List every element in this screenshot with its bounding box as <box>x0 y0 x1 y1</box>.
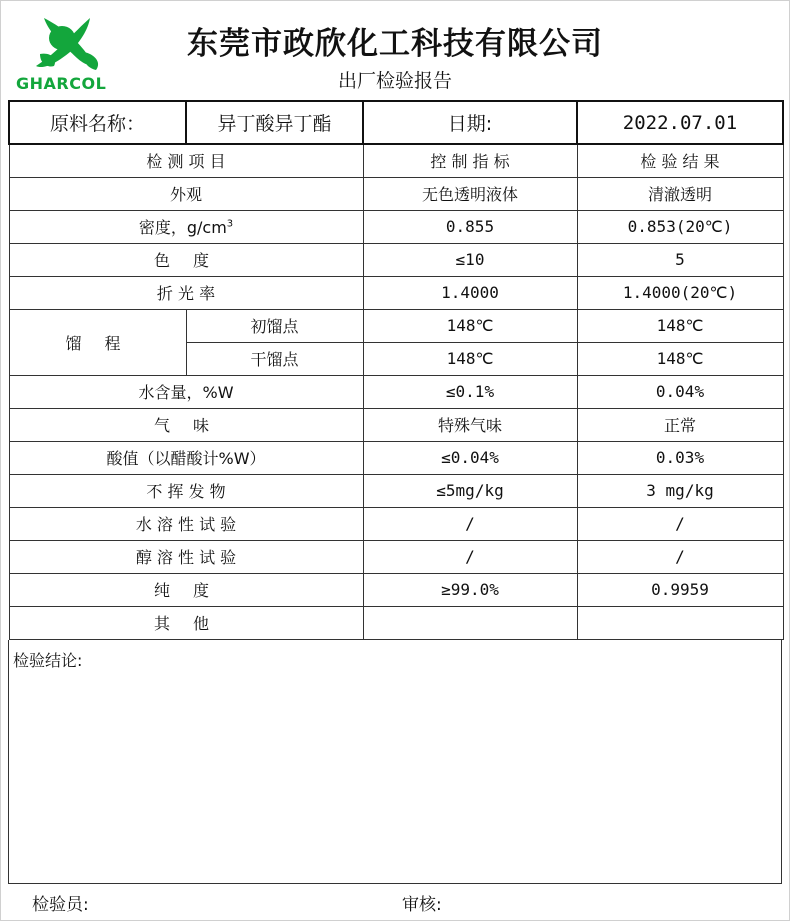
reviewer-label: 审核: <box>402 895 442 915</box>
row-subitem: 干馏点 <box>186 342 363 375</box>
row-spec: ≤10 <box>363 243 577 276</box>
inspector-label: 检验员: <box>32 895 89 915</box>
row-spec: 148℃ <box>363 342 577 375</box>
conclusion-label: 检验结论: <box>13 651 83 670</box>
row-spec: ≤5mg/kg <box>363 474 577 507</box>
company-name: 东莞市政欣化工科技有限公司 <box>187 26 603 62</box>
row-spec: / <box>363 540 577 573</box>
row-result: 148℃ <box>577 309 783 342</box>
distillation-label: 馏 程 <box>9 309 186 375</box>
report-title: 出厂检验报告 <box>337 70 452 92</box>
table-row <box>9 177 783 210</box>
row-result: 0.853(20℃) <box>577 210 783 243</box>
row-item: 酸值（以醋酸计%W） <box>9 441 363 474</box>
row-spec: ≤0.04% <box>363 441 577 474</box>
row-item: 不 挥 发 物 <box>9 474 363 507</box>
row-spec: / <box>363 507 577 540</box>
row-result: 3 mg/kg <box>577 474 783 507</box>
table-row <box>9 573 783 606</box>
row-item: 折 光 率 <box>9 276 363 309</box>
row-item <box>9 210 363 243</box>
table-row <box>9 408 783 441</box>
row-item: 气 味 <box>9 408 363 441</box>
row-result: / <box>577 507 783 540</box>
table-row <box>9 210 783 243</box>
row-result: / <box>577 540 783 573</box>
table-row <box>9 507 783 540</box>
table-row <box>9 540 783 573</box>
row-spec <box>363 606 577 639</box>
date-value: 2022.07.01 <box>577 101 783 144</box>
table-row <box>9 309 783 342</box>
row-item-text: 密度，g/cm <box>138 218 227 237</box>
row-result: 0.03% <box>577 441 783 474</box>
material-name-label: 原料名称： <box>9 101 186 144</box>
row-result: 清澈透明 <box>577 177 783 210</box>
row-result: 148℃ <box>577 342 783 375</box>
table-row <box>9 276 783 309</box>
row-spec: 无色透明液体 <box>363 177 577 210</box>
row-spec: ≥99.0% <box>363 573 577 606</box>
row-result: 5 <box>577 243 783 276</box>
table-row <box>9 606 783 639</box>
row-spec: 0.855 <box>363 210 577 243</box>
date-label: 日期: <box>363 101 577 144</box>
row-item: 醇 溶 性 试 验 <box>9 540 363 573</box>
column-header-result: 检 验 结 果 <box>577 144 783 177</box>
column-header-spec: 控 制 指 标 <box>363 144 577 177</box>
row-result <box>577 606 783 639</box>
row-item: 其 他 <box>9 606 363 639</box>
material-name-value: 异丁酸异丁酯 <box>186 101 363 144</box>
row-spec: ≤0.1% <box>363 375 577 408</box>
logo-text: GHARCOL <box>16 74 107 93</box>
table-row <box>9 474 783 507</box>
row-item: 水含量，%W <box>9 375 363 408</box>
row-spec: 特殊气味 <box>363 408 577 441</box>
table-row <box>9 243 783 276</box>
table-row <box>9 441 783 474</box>
row-result: 0.04% <box>577 375 783 408</box>
info-row <box>9 101 783 144</box>
row-result: 1.4000(20℃) <box>577 276 783 309</box>
row-result: 正常 <box>577 408 783 441</box>
row-subitem: 初馏点 <box>186 309 363 342</box>
table-row <box>9 375 783 408</box>
column-header-row <box>9 144 783 177</box>
column-header-item: 检 测 项 目 <box>9 144 363 177</box>
row-item-superscript: 3 <box>226 218 234 230</box>
row-item: 纯 度 <box>9 573 363 606</box>
row-result: 0.9959 <box>577 573 783 606</box>
inspection-table <box>8 100 784 640</box>
row-item: 水 溶 性 试 验 <box>9 507 363 540</box>
row-item: 色 度 <box>9 243 363 276</box>
row-spec: 148℃ <box>363 309 577 342</box>
conclusion-box <box>8 640 782 884</box>
row-spec: 1.4000 <box>363 276 577 309</box>
row-item: 外观 <box>9 177 363 210</box>
